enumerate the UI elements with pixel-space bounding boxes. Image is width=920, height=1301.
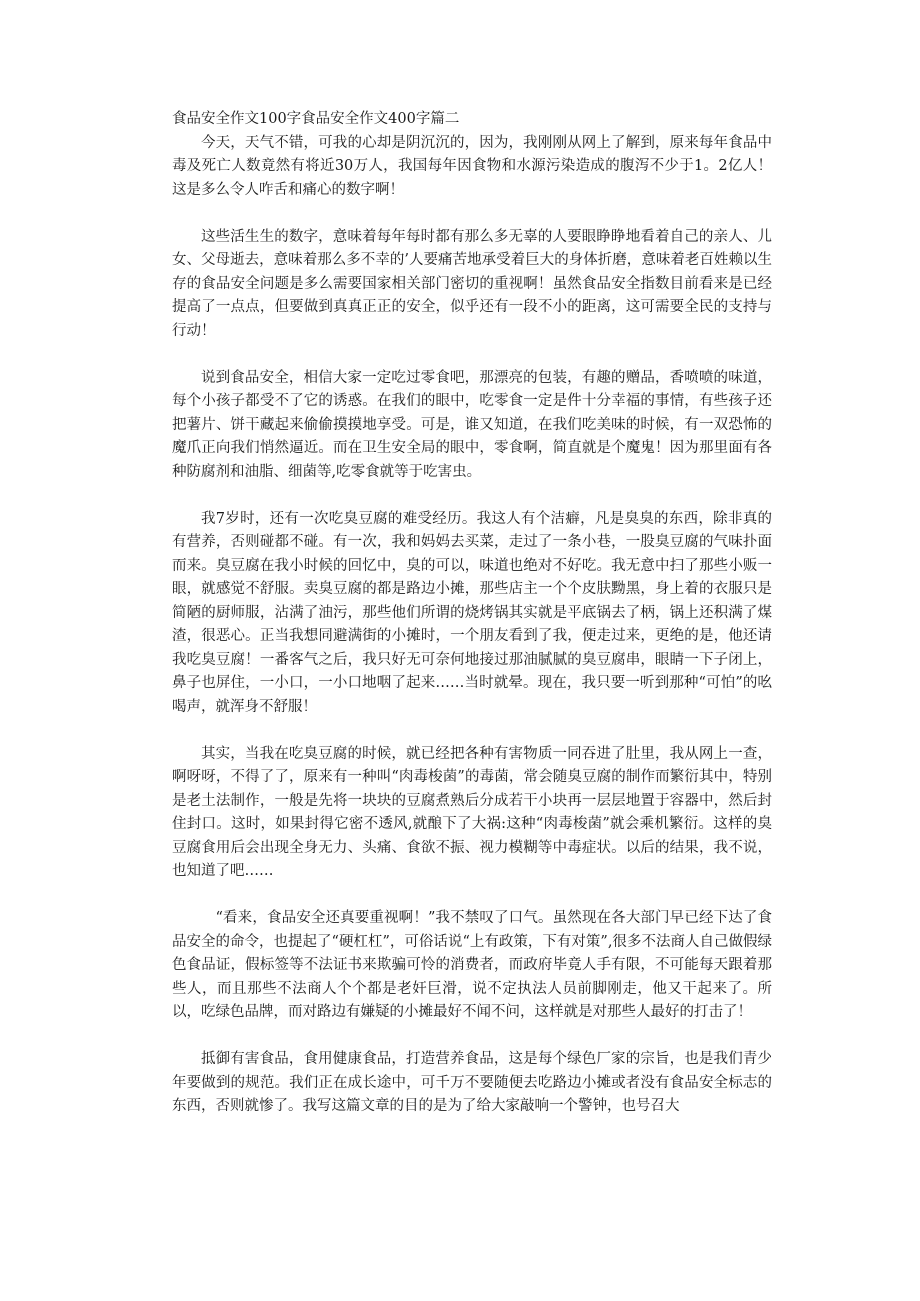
paragraph-3: 说到食品安全，相信大家一定吃过零食吧，那漂亮的包装，有趣的赠品，香喷喷的味道，每个小孩子都受不了它的诱惑。在我们的眼中，吃零食一定是件十分幸福的事情，有些孩子还把薯片、饼干藏起来偷偷摸摸地享受。可是，谁又知道，在我们吃美味的时候，有一双恐怖的魔爪正向我们悄然逼近。而在卫生安全局的眼中，零食啊，简直就是个魔鬼！因为那里面有各种防腐剂和油脂、细菌等,吃零食就等于吃害虫。 [172,369,772,480]
paragraph-4: 我7岁时，还有一次吃臭豆腐的难受经历。我这人有个洁癖，凡是臭臭的东西，除非真的有营养，否则碰都不碰。有一次，我和妈妈去买菜，走过了一条小巷，一股臭豆腐的气味扑面而来。臭豆腐在我小时候的回忆中，臭的可以，味道也绝对不好吃。我无意中扫了那些小贩一眼，就感觉不舒服。卖臭豆腐的都是路边小摊，那些店主一个个皮肤黝黑，身上着的衣服只是简陋的厨师服，沾满了油污，那些他们所谓的烧烤锅其实就是平底锅去了柄，锅上还积满了煤渣，很恶心。正当我想同避满街的小摊时，一个朋友看到了我，便走过来，更绝的是，他还请我吃臭豆腐！一番客气之后，我只好无可奈何地接过那油腻腻的臭豆腐串，眼睛一下子闭上，鼻子也屏住，一小口，一小口地咽了起来……当时就晕。现在，我只要一听到那种“可怕”的吆喝声，就浑身不舒服！ [172,510,772,715]
document-page [172,108,772,1142]
paragraph-5: 其实，当我在吃臭豆腐的时候，就已经把各种有害物质一同吞进了肚里，我从网上一查，啊呀呀，不得了了，原来有一种叫“肉毒梭菌”的毒菌，常会随臭豆腐的制作而繁衍其中，特别是老土法制作，一般是先将一块块的豆腐煮熟后分成若干小块再一层层地置于容器中，然后封住封口。这时，如果封得它密不透风,就酿下了大祸:这种“肉毒梭菌”就会乘机繁衍。这样的臭豆腐食用后会出现全身无力、头痛、食欲不振、视力模糊等中毒症状。以后的结果，我不说，也知道了吧…… [172,745,772,879]
paragraph-1: 今天，天气不错，可我的心却是阴沉沉的，因为，我刚刚从网上了解到，原来每年食品中毒及死亡人数竟然有将近30万人，我国每年因食物和水源污染造成的腹泻不少于1。2亿人！这是多么令人咋舌和痛心的数字啊！ [172,134,772,198]
paragraph-6: “看来，食品安全还真要重视啊！”我不禁叹了口气。虽然现在各大部门早已经下达了食品安全的命令，也提起了“硬杠杠”，可俗话说“上有政策，下有对策”,很多不法商人自己做假绿色食品证，假标签等不法证书来欺骗可怜的消费者，而政府毕竟人手有限，不可能每天跟着那些人，而且那些不法商人个个都是老奸巨滑，说不定执法人员前脚刚走，他又干起来了。所以，吃绿色品牌，而对路边有嫌疑的小摊最好不闻不问，这样就是对那些人最好的打击了！ [172,910,772,1020]
paragraph-2: 这些活生生的数字，意味着每年每时都有那么多无辜的人要眼睁睁地看着自己的亲人、儿女、父母逝去，意味着那么多不幸的’人要痛苦地承受着巨大的身体折磨，意味着老百姓赖以生存的食品安全问题是多么需要国家相关部门密切的重视啊！虽然食品安全指数目前看来是已经提高了一点点，但要做到真真正正的安全，似乎还有一段不小的距离，这可需要全民的支持与行动！ [172,228,772,339]
document-title: 食品安全作文100字食品安全作文400字篇二 [172,111,460,127]
paragraph-7: 抵御有害食品，食用健康食品，打造营养食品，这是每个绿色厂家的宗旨，也是我们青少年要做到的规范。我们正在成长途中，可千万不要随便去吃路边小摊或者没有食品安全标志的东西，否则就惨了。我写这篇文章的目的是为了给大家敲响一个警钟，也号召大 [172,1051,772,1114]
